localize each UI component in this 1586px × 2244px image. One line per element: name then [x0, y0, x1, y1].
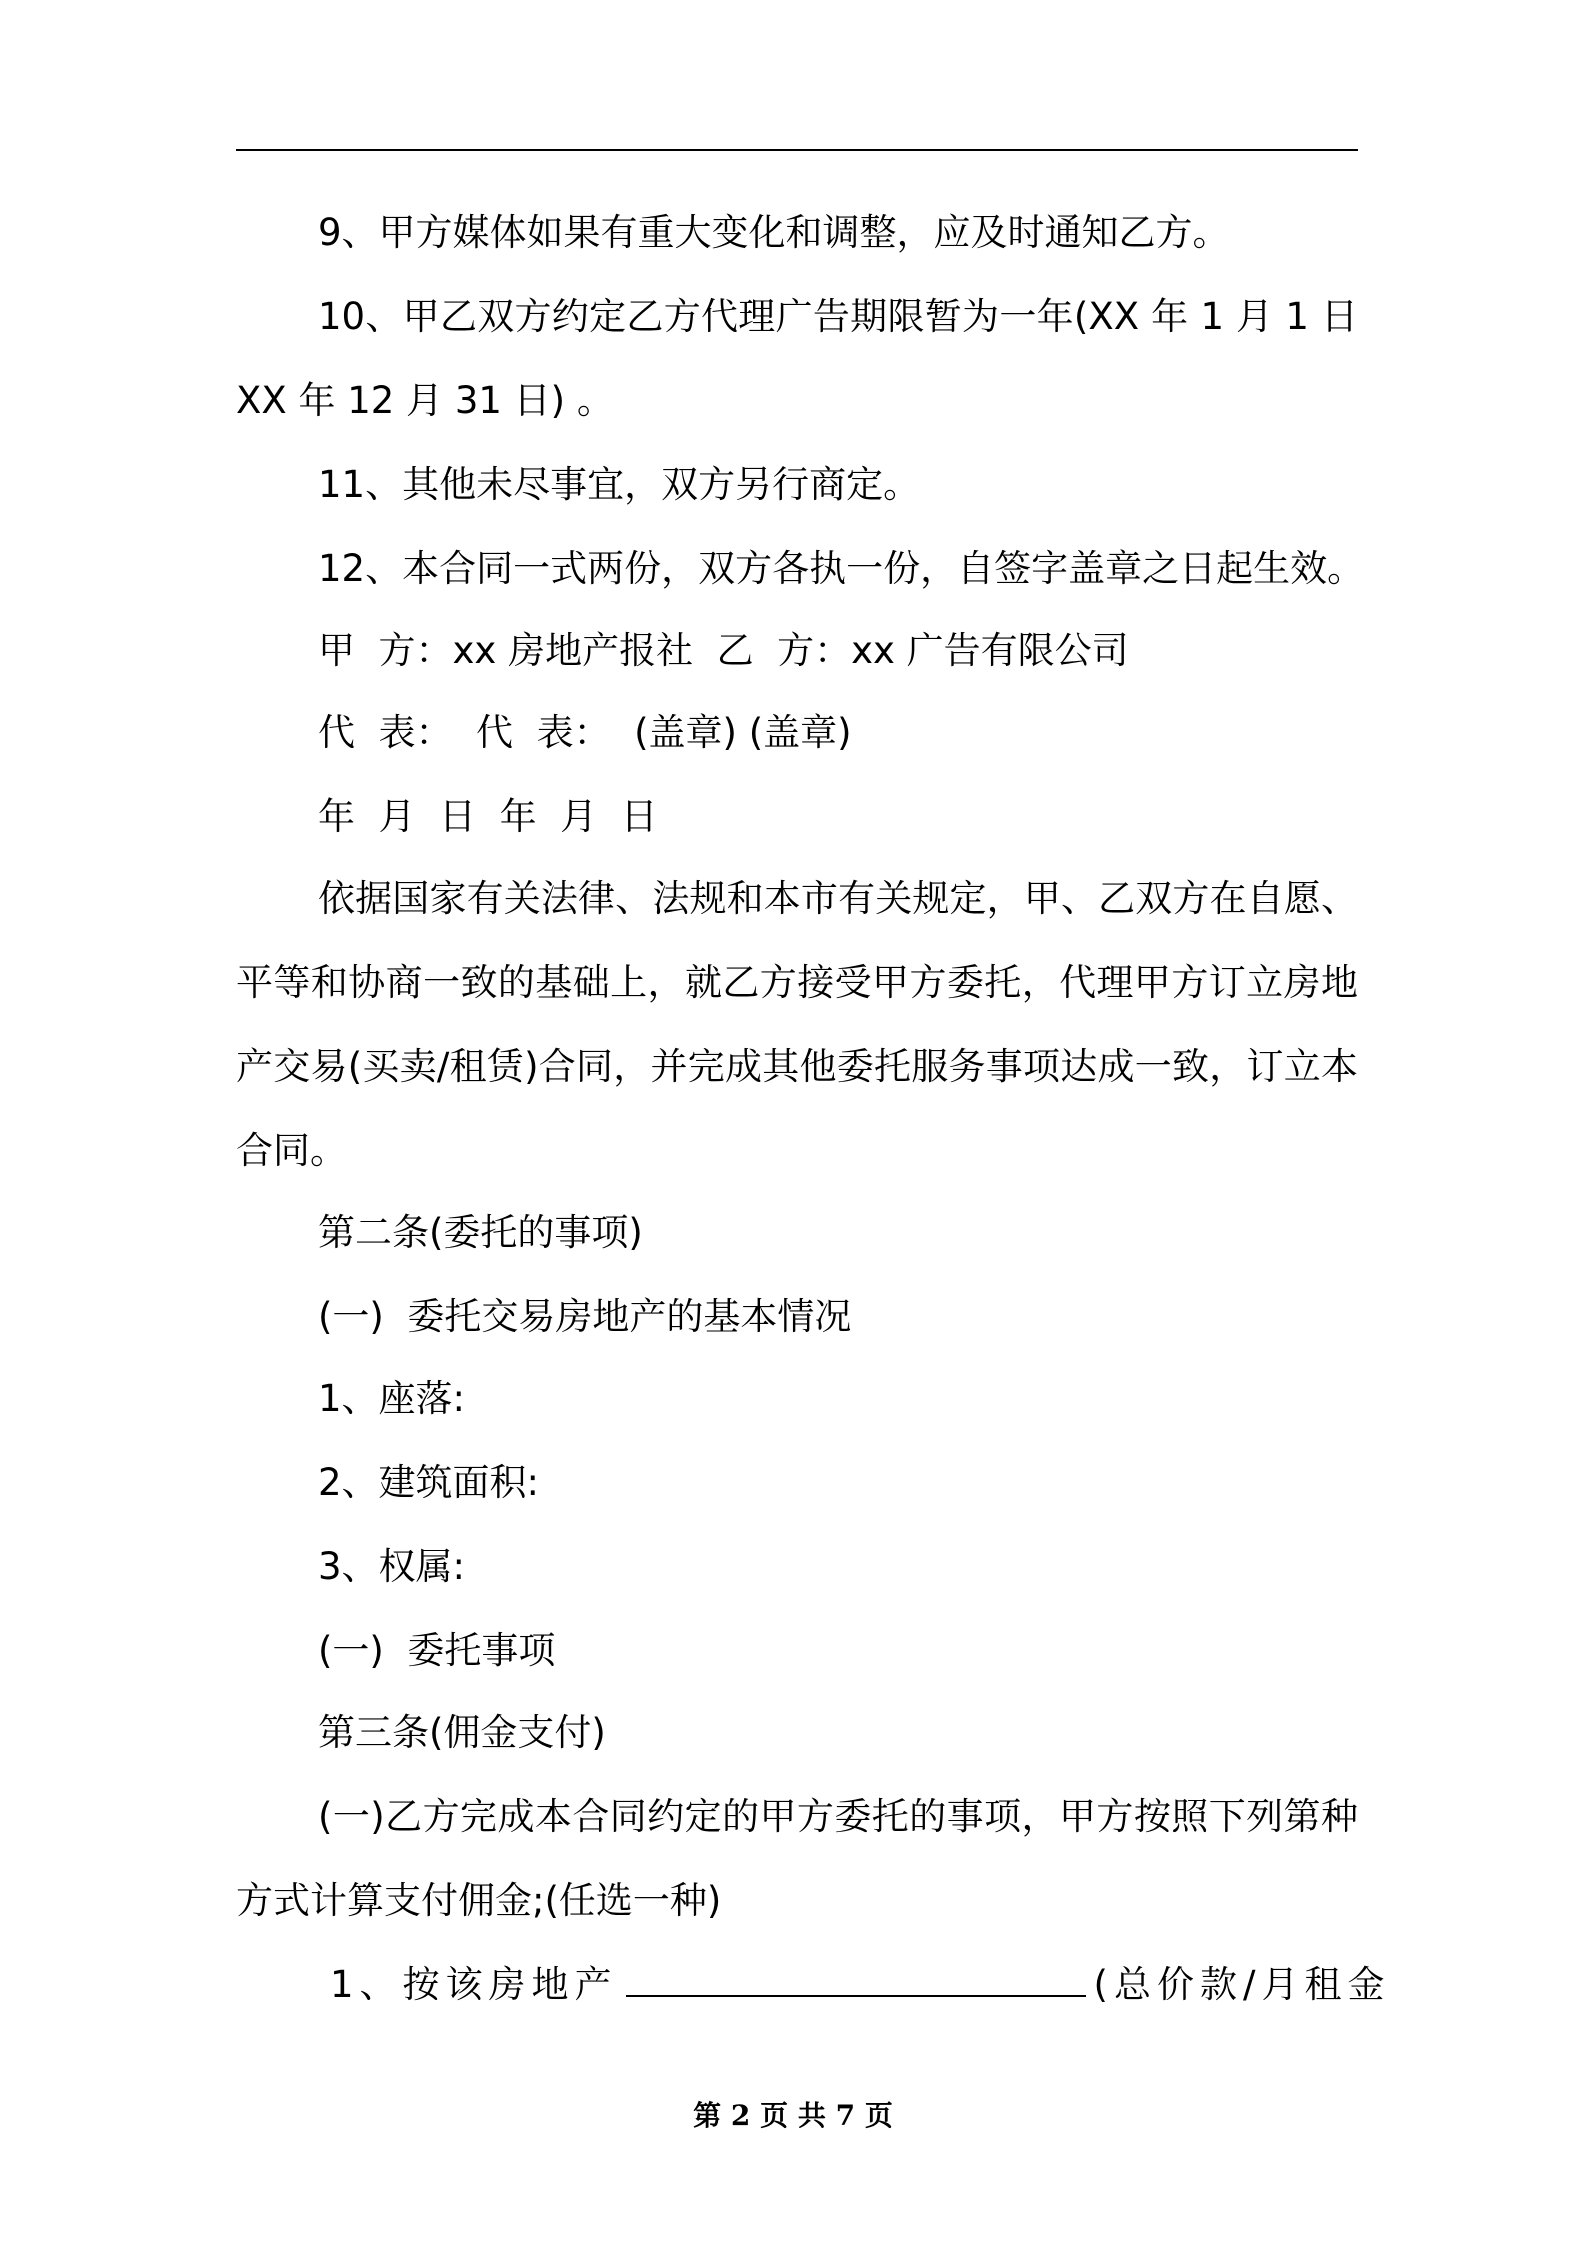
clause-12: 12、本合同一式两份，双方各执一份，自签字盖章之日起生效。 [318, 547, 1365, 590]
signature-parties: 甲 方：xx 房地产报社 乙 方：xx 广告有限公司 [318, 629, 1129, 672]
signature-representatives: 代 表： 代 表： (盖章) (盖章) [318, 711, 852, 754]
article-3-heading: 第三条(佣金支付) [318, 1711, 606, 1754]
payment-option-1-suffix: (总价款/月租金 [1093, 1963, 1391, 2006]
clause-10-line-1: 10、甲乙双方约定乙方代理广告期限暂为一年(XX 年 1 月 1 日 [318, 295, 1358, 338]
preamble-line-2: 平等和协商一致的基础上，就乙方接受甲方委托，代理甲方订立房地 [236, 961, 1358, 1004]
article-2-section-2: (一) 委托事项 [318, 1629, 556, 1672]
preamble-line-4: 合同。 [236, 1129, 347, 1172]
article-2-heading: 第二条(委托的事项) [318, 1211, 643, 1254]
page-number-footer: 第 2 页 共 7 页 [693, 2099, 893, 2132]
clause-10-line-2: XX 年 12 月 31 日) 。 [236, 379, 614, 422]
item-floor-area: 2、建筑面积: [318, 1461, 540, 1504]
payment-option-1 [330, 1957, 1391, 2013]
clause-9: 9、甲方媒体如果有重大变化和调整，应及时通知乙方。 [318, 211, 1230, 254]
article-2-section-1: (一) 委托交易房地产的基本情况 [318, 1295, 852, 1338]
amount-blank [626, 1959, 1086, 1997]
payment-option-1-prefix: 1、按该房地产 [330, 1963, 618, 2006]
header-rule [236, 149, 1358, 151]
preamble-line-1: 依据国家有关法律、法规和本市有关规定，甲、乙双方在自愿、 [318, 877, 1358, 920]
item-location: 1、座落: [318, 1377, 466, 1420]
article-3-section-1-line-2: 方式计算支付佣金;(任选一种) [236, 1879, 722, 1922]
article-3-section-1-line-1: (一)乙方完成本合同约定的甲方委托的事项，甲方按照下列第种 [318, 1795, 1358, 1838]
preamble-line-3: 产交易(买卖/租赁)合同，并完成其他委托服务事项达成一致，订立本 [236, 1045, 1358, 1088]
clause-11: 11、其他未尽事宜，双方另行商定。 [318, 463, 921, 506]
item-ownership: 3、权属: [318, 1545, 466, 1588]
signature-dates: 年 月 日 年 月 日 [318, 795, 658, 838]
